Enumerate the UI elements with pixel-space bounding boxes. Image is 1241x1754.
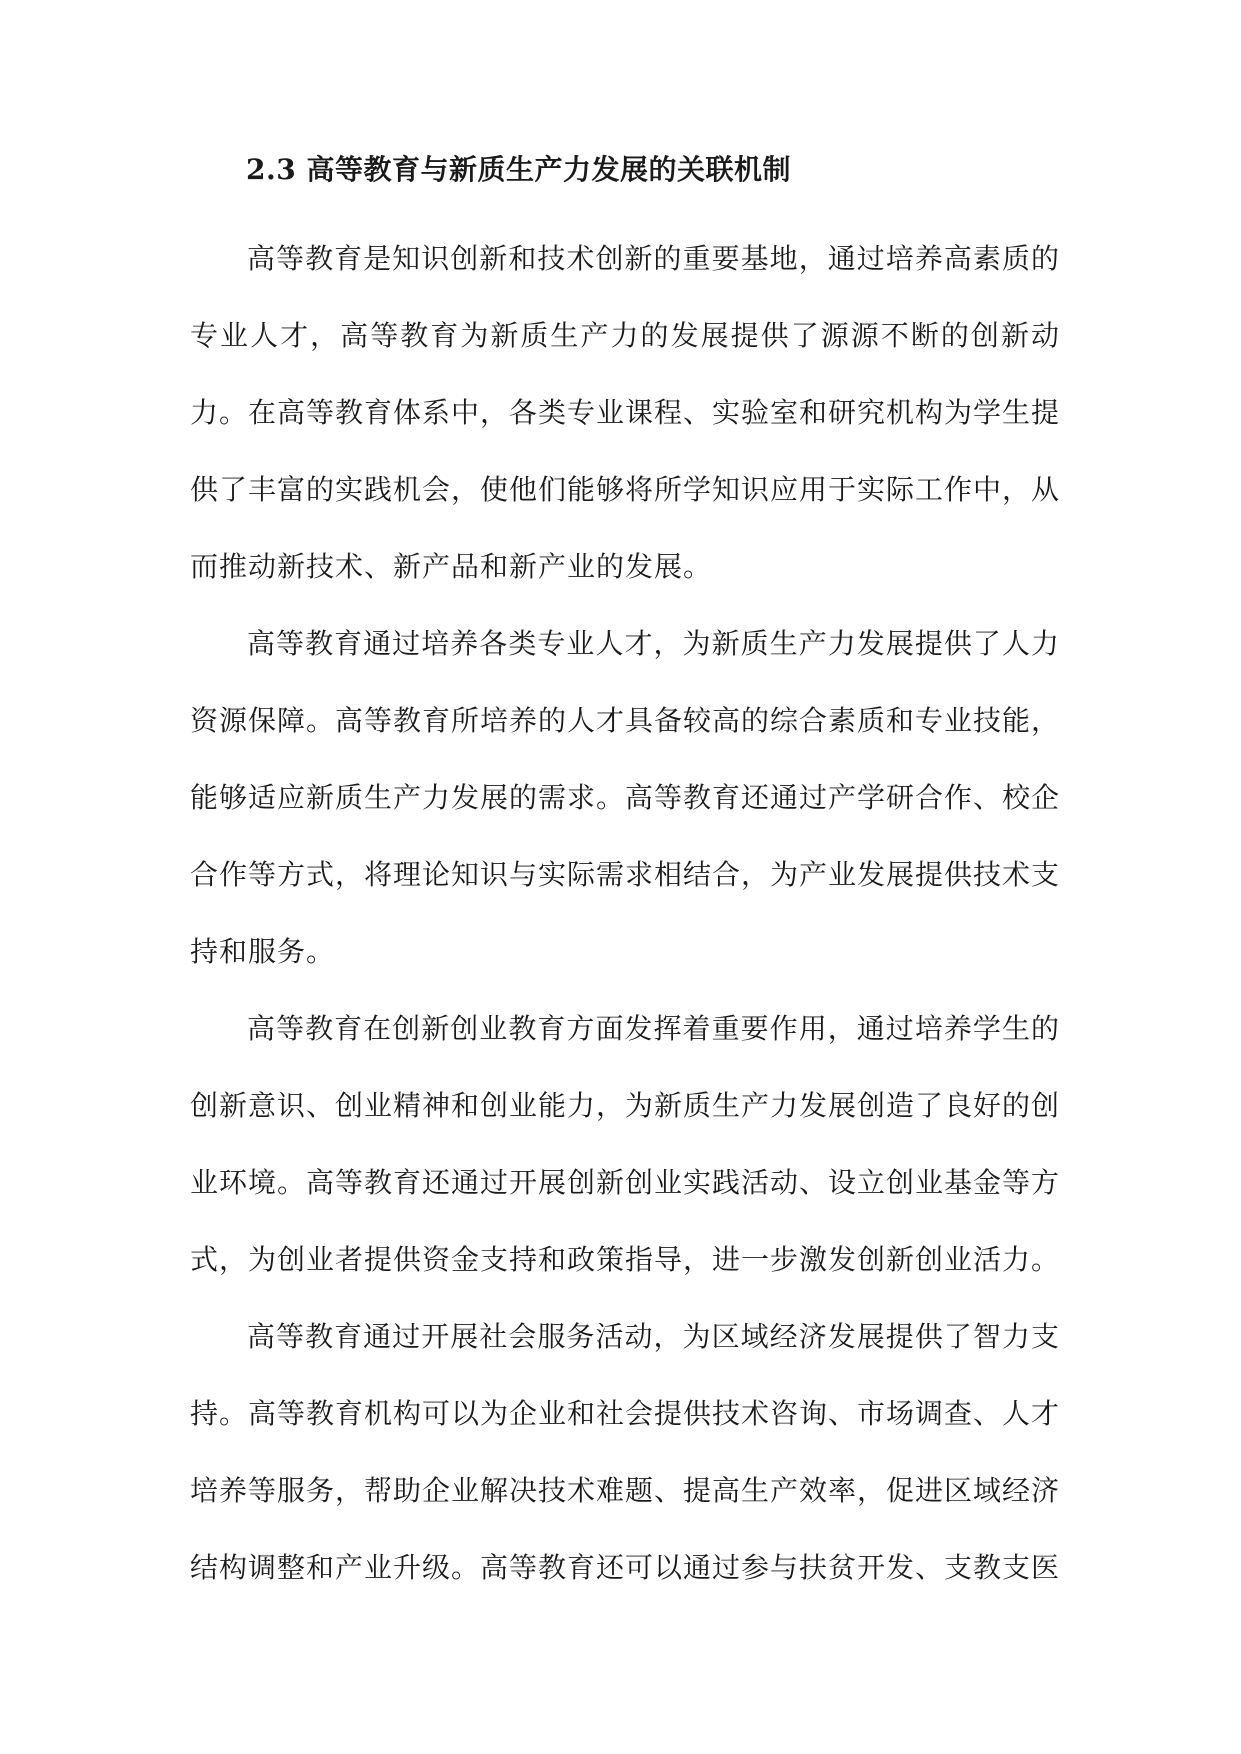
- section-heading: 2.3 高等教育与新质生产力发展的关联机制: [246, 153, 791, 186]
- paragraph-1: 高等教育是知识创新和技术创新的重要基地，通过培养高素质的专业人才，高等教育为新质生产力的发展提供了源源不断的创新动力。在高等教育体系中，各类专业课程、实验室和研究机构为学生提供了丰富的实践机会，使他们能够将所学知识应用于实际工作中，从而推动新技术、新产品和新产业的发展。: [190, 242, 1061, 583]
- paragraph-3: 高等教育在创新创业教育方面发挥着重要作用，通过培养学生的创新意识、创业精神和创业能力，为新质生产力发展创造了良好的创业环境。高等教育还通过开展创新创业实践活动、设立创业基金等方式，为创业者提供资金支持和政策指导，进一步激发创新创业活力。: [190, 1012, 1061, 1276]
- paragraph-2: 高等教育通过培养各类专业人才，为新质生产力发展提供了人力资源保障。高等教育所培养的人才具备较高的综合素质和专业技能，能够适应新质生产力发展的需求。高等教育还通过产学研合作、校企合作等方式，将理论知识与实际需求相结合，为产业发展提供技术支持和服务。: [190, 627, 1061, 968]
- body-text: [190, 220, 1060, 1606]
- paragraph-4: 高等教育通过开展社会服务活动，为区域经济发展提供了智力支持。高等教育机构可以为企业和社会提供技术咨询、市场调查、人才培养等服务，帮助企业解决技术难题、提高生产效率，促进区域经济结构调整和产业升级。高等教育还可以通过参与扶贫开发、支教支医: [190, 1320, 1061, 1584]
